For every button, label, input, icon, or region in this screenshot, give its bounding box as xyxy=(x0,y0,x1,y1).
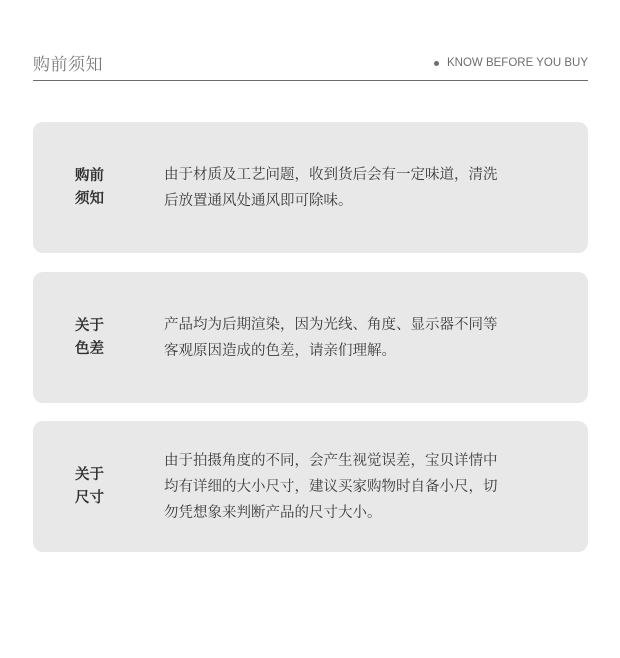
card-label-line: 须知 xyxy=(75,190,104,207)
card-text-line: 由于拍摄角度的不同，会产生视觉误差，宝贝详情中 xyxy=(164,452,498,469)
card-label-line: 购前 xyxy=(75,167,104,184)
bullet-dot-icon xyxy=(434,61,439,66)
card-text-line: 均有详细的大小尺寸，建议买家购物时自备小尺，切 xyxy=(164,478,498,495)
notice-card-color xyxy=(33,272,588,403)
section-title: 购前须知 xyxy=(33,55,103,75)
section-header xyxy=(33,48,588,81)
section-subtitle-text: KNOW BEFORE YOU BUY xyxy=(446,57,588,69)
card-label xyxy=(75,464,115,510)
card-text-line: 后放置通风处通风即可除味。 xyxy=(164,192,353,209)
card-text xyxy=(164,448,559,526)
notice-card-size xyxy=(33,421,588,552)
card-label-line: 关于 xyxy=(75,466,104,483)
card-text-line: 勿凭想象来判断产品的尺寸大小。 xyxy=(164,504,382,521)
card-text-line: 客观原因造成的色差，请亲们理解。 xyxy=(164,342,396,359)
card-label-line: 尺寸 xyxy=(75,489,104,506)
card-label xyxy=(75,165,115,211)
card-label xyxy=(75,315,115,361)
card-text-line: 产品均为后期渲染，因为光线、角度、显示器不同等 xyxy=(164,316,498,333)
notice-card-smell xyxy=(33,122,588,253)
section-subtitle xyxy=(434,57,588,69)
card-label-line: 关于 xyxy=(75,317,104,334)
card-label-line: 色差 xyxy=(75,340,104,357)
card-text xyxy=(164,312,559,364)
card-text-line: 由于材质及工艺问题，收到货后会有一定味道，清洗 xyxy=(164,166,498,183)
card-text xyxy=(164,162,559,214)
